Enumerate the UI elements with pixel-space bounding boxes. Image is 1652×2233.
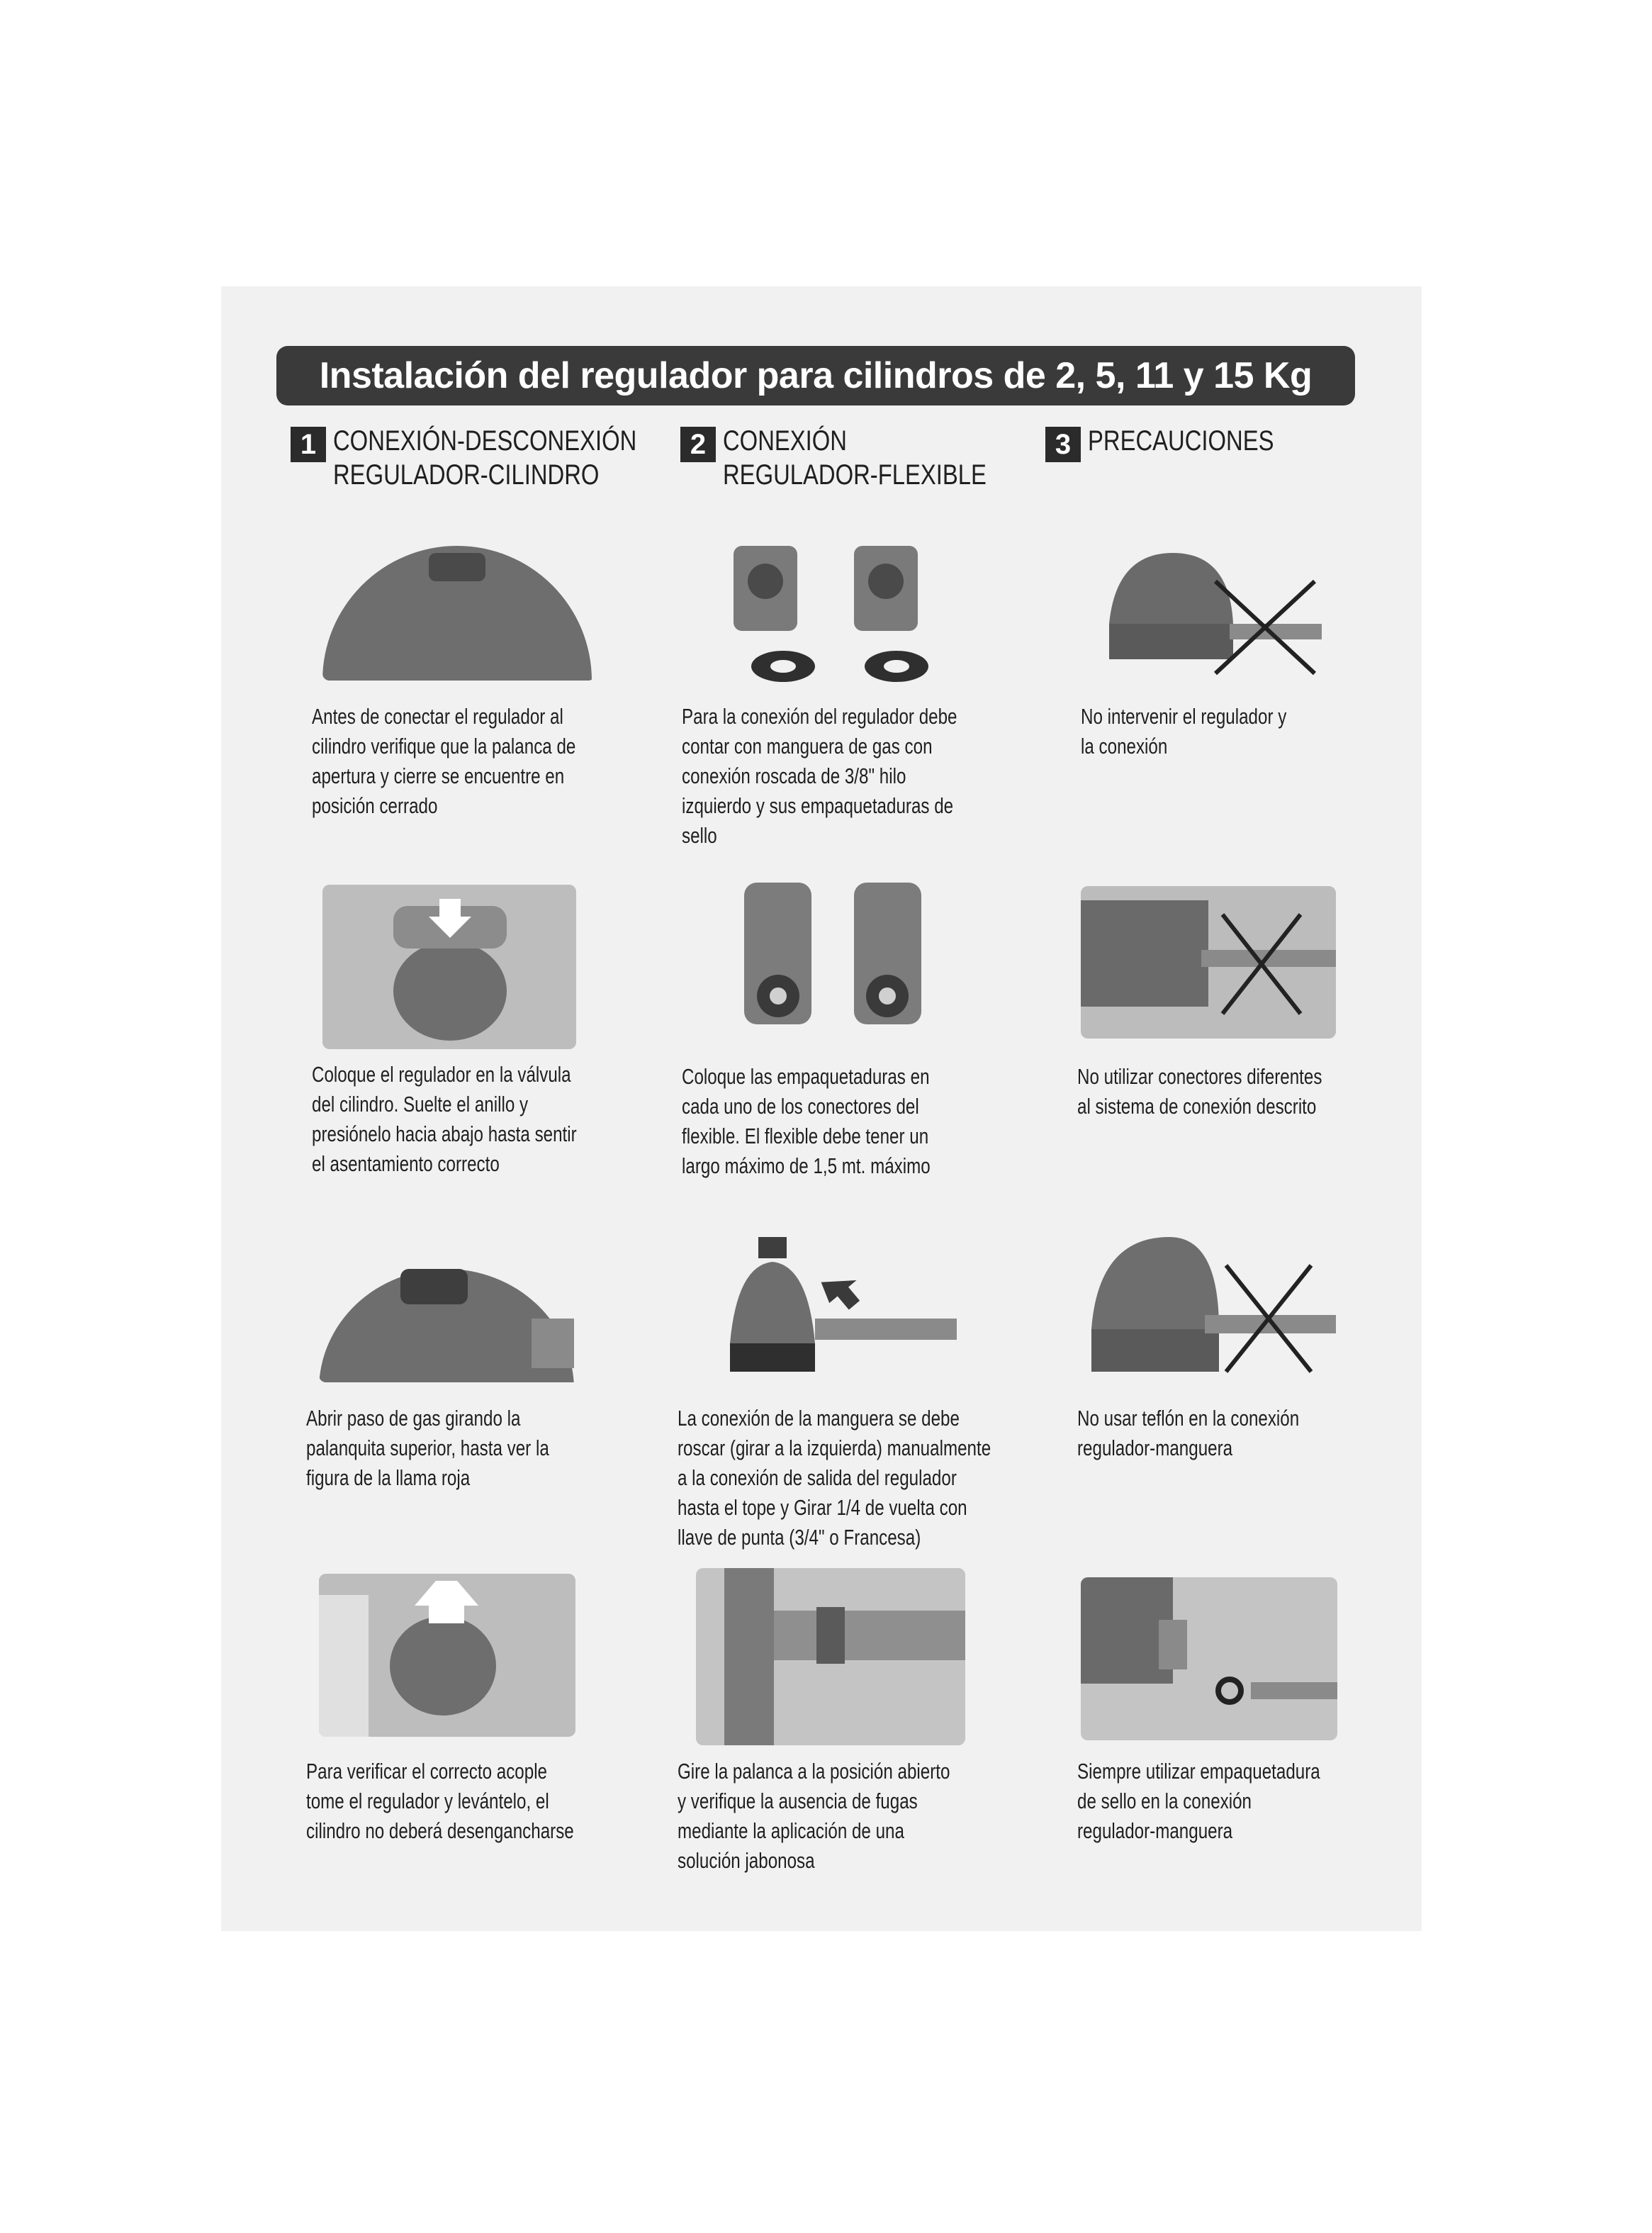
no-teflon-image: [1084, 1230, 1336, 1389]
soap-leak-test-image: [696, 1568, 965, 1745]
lift-regulator-check-image: [319, 1574, 575, 1737]
hose-connectors-image: [712, 532, 960, 691]
caption-col1-row3: Abrir paso de gas girando la palanquita superior, hasta ver la figura de la llama roja: [306, 1406, 549, 1490]
step-number-1: 1: [291, 427, 326, 462]
caption-col3-row1: No intervenir el regulador y la conexión: [1081, 704, 1287, 759]
open-gas-lever-image: [319, 1255, 581, 1382]
column-heading-3: [1045, 424, 1315, 462]
hose-to-regulator-image: [716, 1237, 957, 1386]
caption-col1-row2: Coloque el regulador en la válvula del cilindro. Suelte el anillo y presiónelo hacia abajo hasta sentir el asentamiento correcto: [312, 1062, 577, 1176]
column-heading-2-text: CONEXIÓN REGULADOR-FLEXIBLE: [723, 425, 987, 491]
column-heading-1-text: CONEXIÓN-DESCONEXIÓN REGULADOR-CILINDRO: [333, 425, 637, 491]
regulator-no-tamper-image: [1088, 539, 1332, 688]
column-heading-2: [680, 424, 1044, 492]
caption-col3-row3: No usar teflón en la conexión regulador-manguera: [1077, 1406, 1300, 1460]
no-other-connectors-image: [1081, 886, 1336, 1039]
column-heading-1: [291, 424, 703, 492]
caption-col3-row2: No utilizar conectores diferentes al sistema de conexión descrito: [1077, 1064, 1322, 1119]
step-number-2: 2: [680, 427, 716, 462]
page-title: Instalación del regulador para cilindros de 2, 5, 11 y 15 Kg: [276, 346, 1355, 405]
caption-col2-row4: Gire la palanca a la posición abierto y verifique la ausencia de fugas mediante la aplicación de una solución jabonosa: [678, 1759, 950, 1873]
use-sealing-gasket-image: [1081, 1577, 1337, 1740]
placing-regulator-image: [322, 885, 576, 1049]
caption-col3-row4: Siempre utilizar empaquetadura de sello en la conexión regulador-manguera: [1077, 1759, 1320, 1843]
caption-col1-row4: Para verificar el correcto acople tome el regulador y levántelo, el cilindro no deberá desengancharse: [306, 1759, 574, 1843]
cylinder-valve-closed-image: [322, 539, 595, 681]
step-number-3: 3: [1045, 427, 1081, 462]
caption-col2-row1: Para la conexión del regulador debe contar con manguera de gas con conexión roscada de 3/8" hilo izquierdo y sus empaquetaduras de sello: [682, 704, 957, 848]
caption-col2-row2: Coloque las empaquetaduras en cada uno de los conectores del flexible. El flexible debe tener un largo máximo de 1,5 mt. máximo: [682, 1064, 931, 1178]
caption-col1-row1: Antes de conectar el regulador al cilindro verifique que la palanca de apertura y cierre se encuentre en posición cerrado: [312, 704, 576, 818]
caption-col2-row3: La conexión de la manguera se debe roscar (girar a la izquierda) manualmente a la conexión de salida del regulador hasta el tope y Girar 1/4 de vuelta con llave de punta (3/4" o Francesa): [678, 1406, 991, 1550]
gaskets-in-connectors-image: [716, 883, 950, 1053]
column-heading-3-text: PRECAUCIONES: [1088, 425, 1274, 457]
